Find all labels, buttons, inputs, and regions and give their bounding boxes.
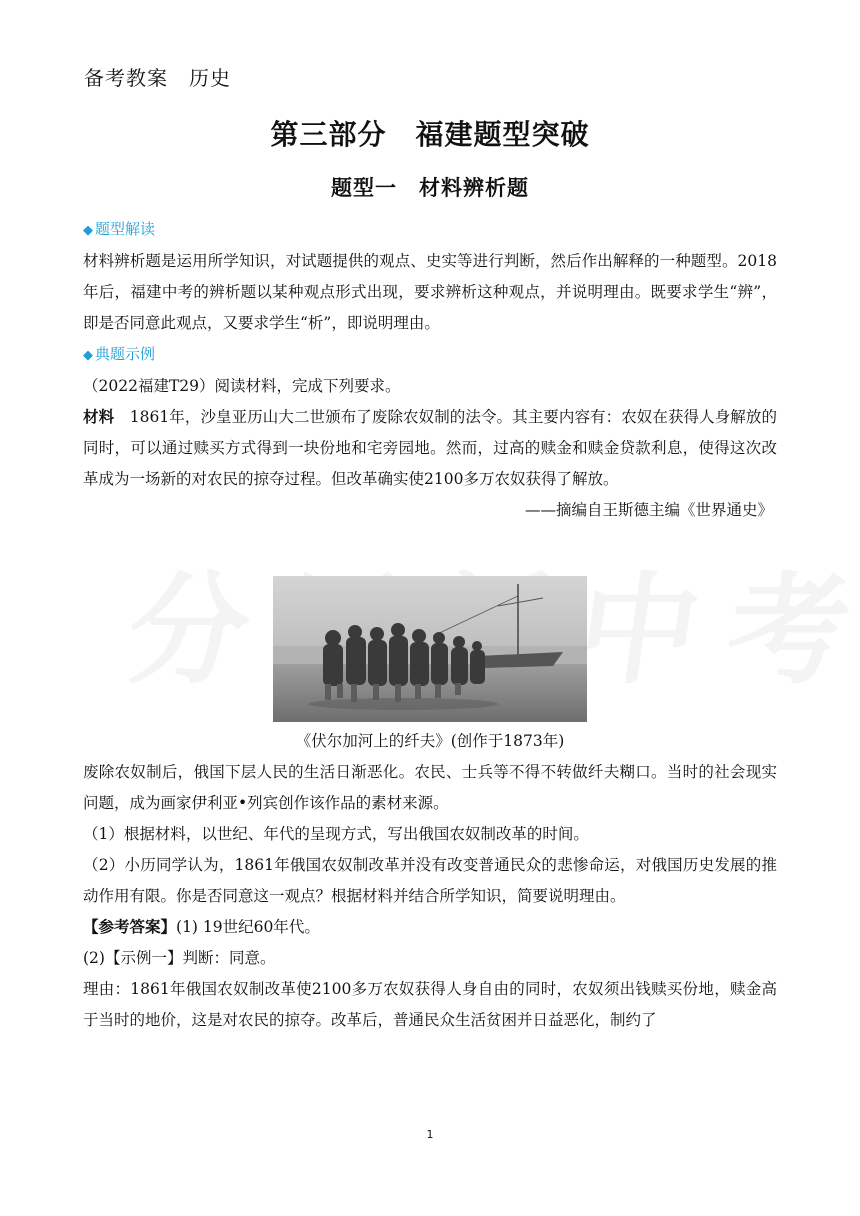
figure-caption: 《伏尔加河上的纤夫》(创作于1873年) xyxy=(295,732,565,750)
answer-2-reason: 理由：1861年俄国农奴制改革使2100多万农奴获得人身自由的同时，农奴须出钱赎买份地，赎金高于当时的地价，这是对农民的掠夺。改革后，普通民众生活贫困并日益恶化，制约了 xyxy=(83,980,777,1029)
material-label: 材料 xyxy=(83,408,115,426)
header-label: 备考教案 历史 xyxy=(84,66,231,90)
document-body xyxy=(83,214,777,1036)
section-example-heading: ◆ 典题示例 xyxy=(83,345,156,363)
answer-2-intro: (2)【示例一】判断：同意。 xyxy=(83,949,276,967)
type-title: 题型一 材料辨析题 xyxy=(331,176,529,200)
figure xyxy=(83,526,777,726)
question-2: （2）小历同学认为，1861年俄国农奴制改革并没有改变普通民众的悲惨命运，对俄国历史发展的推动作用有限。你是否同意这一观点？根据材料并结合所学知识，简要说明理由。 xyxy=(83,856,777,905)
material-paragraph xyxy=(83,402,777,495)
diamond-bullet-icon: ◆ xyxy=(83,348,93,363)
answer-1-line xyxy=(83,912,777,943)
page-number: 1 xyxy=(426,1128,434,1141)
answer-label: 【参考答案】 xyxy=(83,918,177,936)
answer-1: (1) 19世纪60年代。 xyxy=(176,918,320,936)
question-1: （1）根据材料，以世纪、年代的呈现方式，写出俄国农奴制改革的时间。 xyxy=(83,825,589,843)
material-source: ——摘编自王斯德主编《世界通史》 xyxy=(524,501,773,519)
painting-barge-haulers-image xyxy=(273,576,587,722)
section-reading-heading: ◆ 题型解读 xyxy=(83,220,156,238)
question-intro: （2022福建T29）阅读材料，完成下列要求。 xyxy=(83,377,401,395)
reading-paragraph: 材料辨析题是运用所学知识，对试题提供的观点、史实等进行判断，然后作出解释的一种题型。2018年后，福建中考的辨析题以某种观点形式出现，要求辨析这种观点，并说明理由。既要求学生“辨”，即是否同意此观点，又要求学生“析”，即说明理由。 xyxy=(83,252,777,332)
diamond-bullet-icon: ◆ xyxy=(83,223,93,238)
figure-text: 废除农奴制后，俄国下层人民的生活日渐恶化。农民、士兵等不得不转做纤夫糊口。当时的社会现实问题，成为画家伊利亚•列宾创作该作品的素材来源。 xyxy=(83,763,777,812)
material-text: 1861年，沙皇亚历山大二世颁布了废除农奴制的法令。其主要内容有：农奴在获得人身解放的同时，可以通过赎买方式得到一块份地和宅旁园地。然而，过高的赎金和赎金贷款利息，使得这次改革成为一场新的对农民的掠夺过程。但改革确实使2100多万农奴获得了解放。 xyxy=(83,408,777,488)
part-title: 第三部分 福建题型突破 xyxy=(270,118,590,151)
